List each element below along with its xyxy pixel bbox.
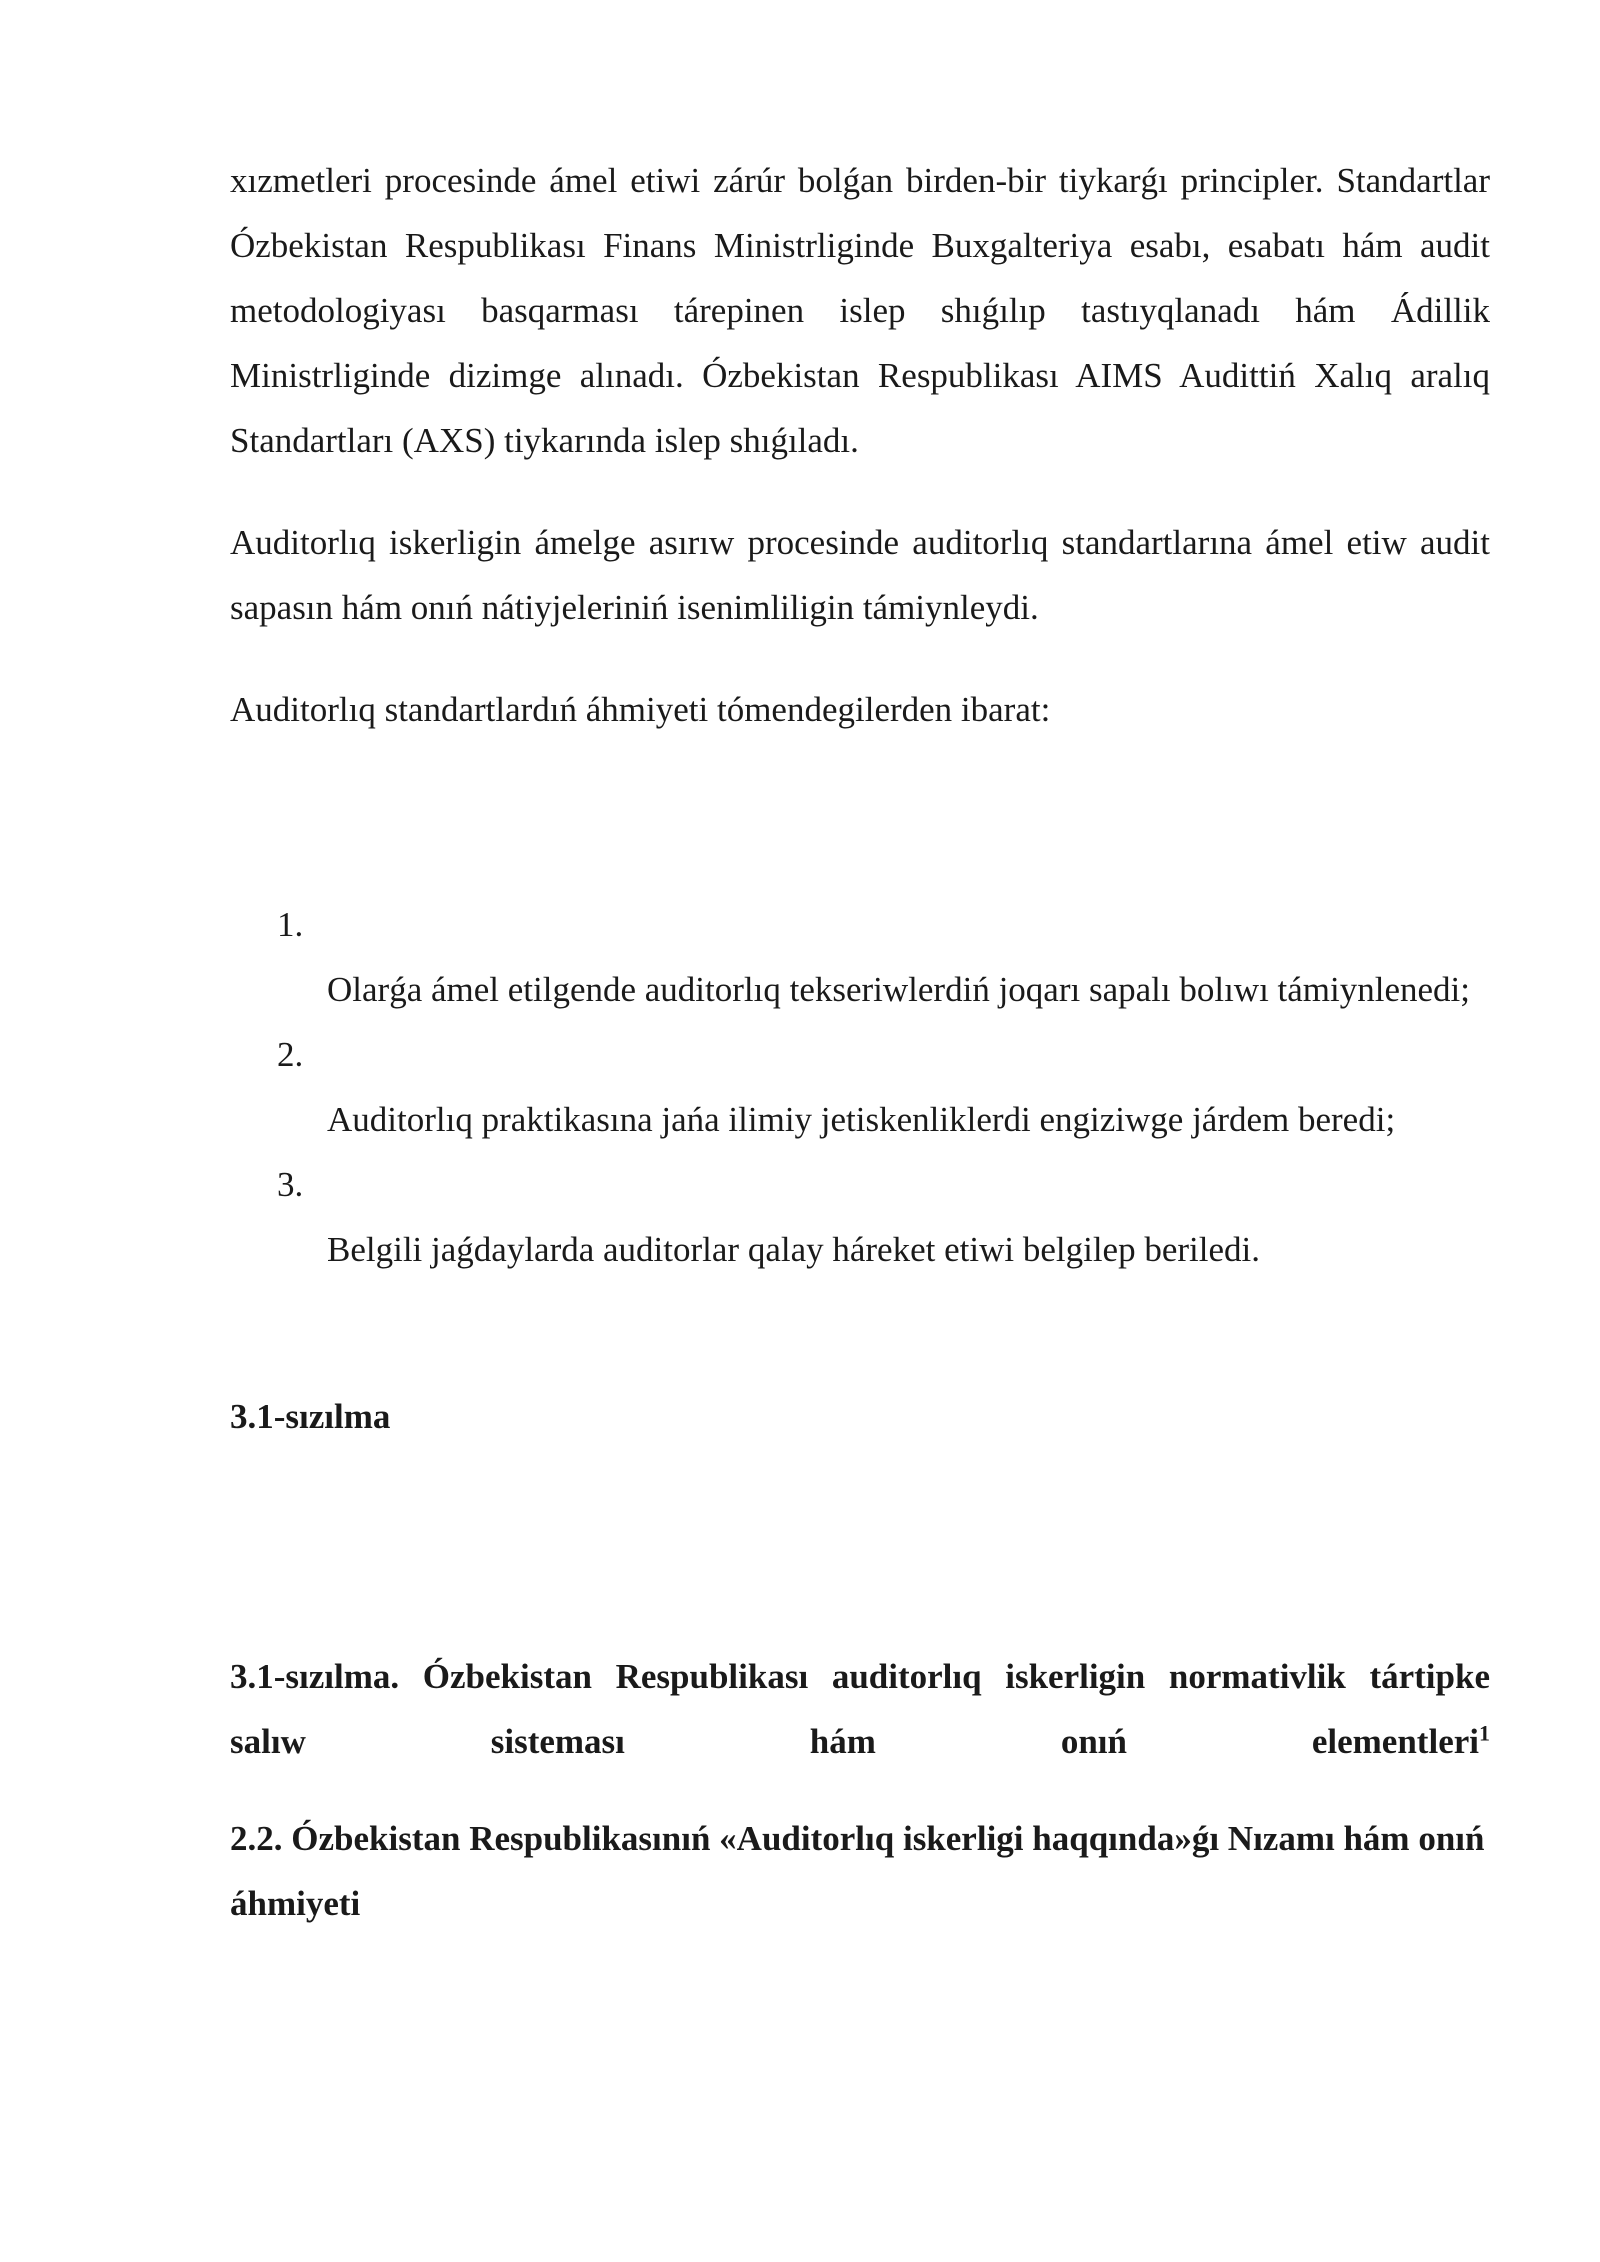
list-item-number: 2. — [277, 1035, 304, 1074]
list-item-text: Auditorlıq praktikasına jańa ilimiy jetiskenliklerdi engiziwge járdem beredi; — [327, 1100, 1396, 1139]
list-item-text: Olarǵa ámel etilgende auditorlıq tekseriwlerdiń joqarı sapalı bolıwı támiynlenedi; — [327, 970, 1470, 1009]
caption-word: elementleri — [1311, 1722, 1479, 1761]
paragraph-standards-quality: Auditorlıq iskerligin ámelge asırıw procesinde auditorlıq standartlarına ámel etiw audit sapasın hám onıń nátiyjeleriniń isenimliligin támiynleydi. — [230, 523, 1490, 627]
caption-word: hám — [809, 1722, 876, 1761]
importance-list — [230, 892, 1490, 1282]
list-item — [230, 1022, 1490, 1152]
figure-caption-line2 — [230, 1709, 1490, 1774]
footnote-mark[interactable]: 1 — [1478, 1720, 1490, 1746]
paragraph-standards-intro: xızmetleri procesinde ámel etiwi zárúr bolǵan birden-bir tiykarǵı principler. Standartlar Ózbekistan Respublikası Finans Ministrliginde Buxgalteriya esabı, esabatı hám audit metodologiyası basqarması tárepinen islep shıǵılıp tastıyqlanadı hám Ádillik Ministrliginde dizimge alınadı. Ózbekistan Respublikası AIMS Audittiń Xalıq aralıq Standartları (AXS) tiykarında islep shıǵıladı. — [230, 161, 1490, 460]
figure-label: 3.1-sızılma — [230, 1397, 391, 1436]
figure-caption — [230, 1644, 1490, 1774]
figure-caption-line1: 3.1-sızılma. Ózbekistan Respublikası auditorlıq iskerligin normativlik tártipke — [230, 1657, 1490, 1696]
section-heading: 2.2. Ózbekistan Respublikasınıń «Auditorlıq iskerligi haqqında»ǵı Nızamı hám onıń áhmiyeti — [230, 1819, 1485, 1923]
list-item-text: Belgili jaǵdaylarda auditorlar qalay háreket etiwi belgilep beriledi. — [327, 1230, 1260, 1269]
list-item — [230, 1152, 1490, 1282]
paragraph-standards-importance: Auditorlıq standartlardıń áhmiyeti tómendegilerden ibarat: — [230, 690, 1051, 729]
caption-last-word — [1312, 1709, 1490, 1774]
caption-word: salıw — [230, 1722, 306, 1761]
document-page — [230, 148, 1490, 1936]
caption-word: sisteması — [490, 1722, 625, 1761]
caption-word: onıń — [1060, 1722, 1127, 1761]
list-item-number: 3. — [277, 1165, 304, 1204]
list-item — [230, 892, 1490, 1022]
list-item-number: 1. — [277, 905, 304, 944]
